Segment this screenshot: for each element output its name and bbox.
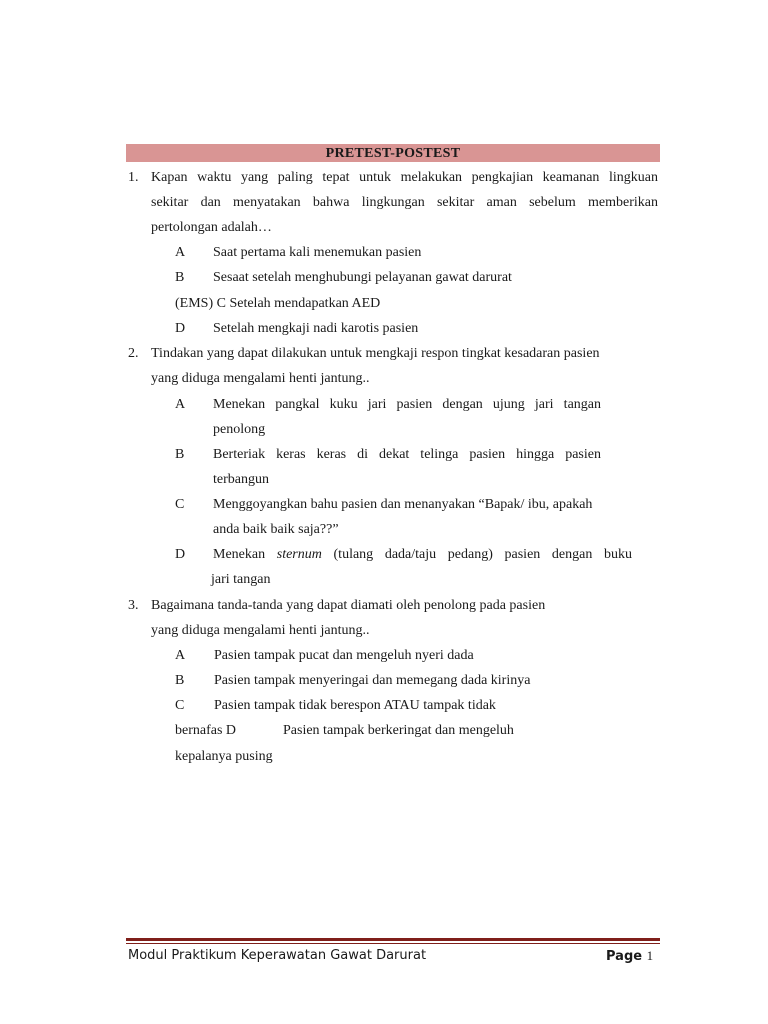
option-text: bernafas D [175,723,237,738]
option-letter: A [175,245,186,260]
option-letter: A [175,397,186,412]
option-text: jari tangan [211,572,271,587]
option-text: Pasien tampak menyeringai dan memegang dada kirinya [214,673,531,688]
question-text-line: Kapan waktu yang paling tepat untuk melakukan pengkajian keamanan lingkuan [151,170,658,185]
footer-page-number: 1 [646,948,654,963]
option-text: Pasien tampak pucat dan mengeluh nyeri dada [214,648,474,663]
option-letter: D [175,547,186,562]
question-number: 3. [128,598,139,613]
question-text-line: pertolongan adalah… [151,220,272,235]
question-text-line: Bagaimana tanda-tanda yang dapat diamati oleh penolong pada pasien [151,598,546,613]
option-text: anda baik baik saja??” [213,522,339,537]
footer-divider [126,938,660,941]
footer-title: Modul Praktikum Keperawatan Gawat Darurat [128,948,427,963]
option-letter: A [175,648,186,663]
option-text: Setelah mengkaji nadi karotis pasien [213,321,419,336]
page-title: PRETEST-POSTEST [126,144,660,162]
option-text: (EMS) C Setelah mendapatkan AED [175,296,381,311]
option-text: Menekan sternum (tulang dada/taju pedang) pasien dengan buku [213,547,633,562]
question-text-line: sekitar dan menyatakan bahwa lingkungan sekitar aman sebelum memberikan [151,195,658,210]
option-letter: D [175,321,186,336]
option-letter: B [175,447,185,462]
question-text-line: yang diduga mengalami henti jantung.. [151,623,370,638]
option-letter: C [175,497,185,512]
option-letter: B [175,673,185,688]
option-text: kepalanya pusing [175,749,273,764]
question-text-line: Tindakan yang dapat dilakukan untuk mengkaji respon tingkat kesadaran pasien [151,346,600,361]
option-text: Menggoyangkan bahu pasien dan menanyakan “Bapak/ ibu, apakah [213,497,593,512]
option-text: Pasien tampak tidak berespon ATAU tampak tidak [214,698,496,713]
question-text-line: yang diduga mengalami henti jantung.. [151,371,370,386]
option-text: Menekan pangkal kuku jari pasien dengan ujung jari tangan [213,397,601,412]
option-letter: C [175,698,185,713]
emphasis-term: sternum [276,547,322,562]
option-text: Saat pertama kali menemukan pasien [213,245,422,260]
footer-page [606,948,653,965]
question-number: 1. [128,170,139,185]
option-text: penolong [213,422,266,437]
question-number: 2. [128,346,139,361]
option-text: terbangun [213,472,269,487]
option-letter: B [175,270,185,285]
option-text: Sesaat setelah menghubungi pelayanan gawat darurat [213,270,512,285]
option-text: Pasien tampak berkeringat dan mengeluh [283,723,514,738]
option-text: Berteriak keras keras di dekat telinga pasien hingga pasien [213,447,601,462]
footer-divider-thin [126,943,660,944]
footer-page-label: Page [606,949,643,964]
